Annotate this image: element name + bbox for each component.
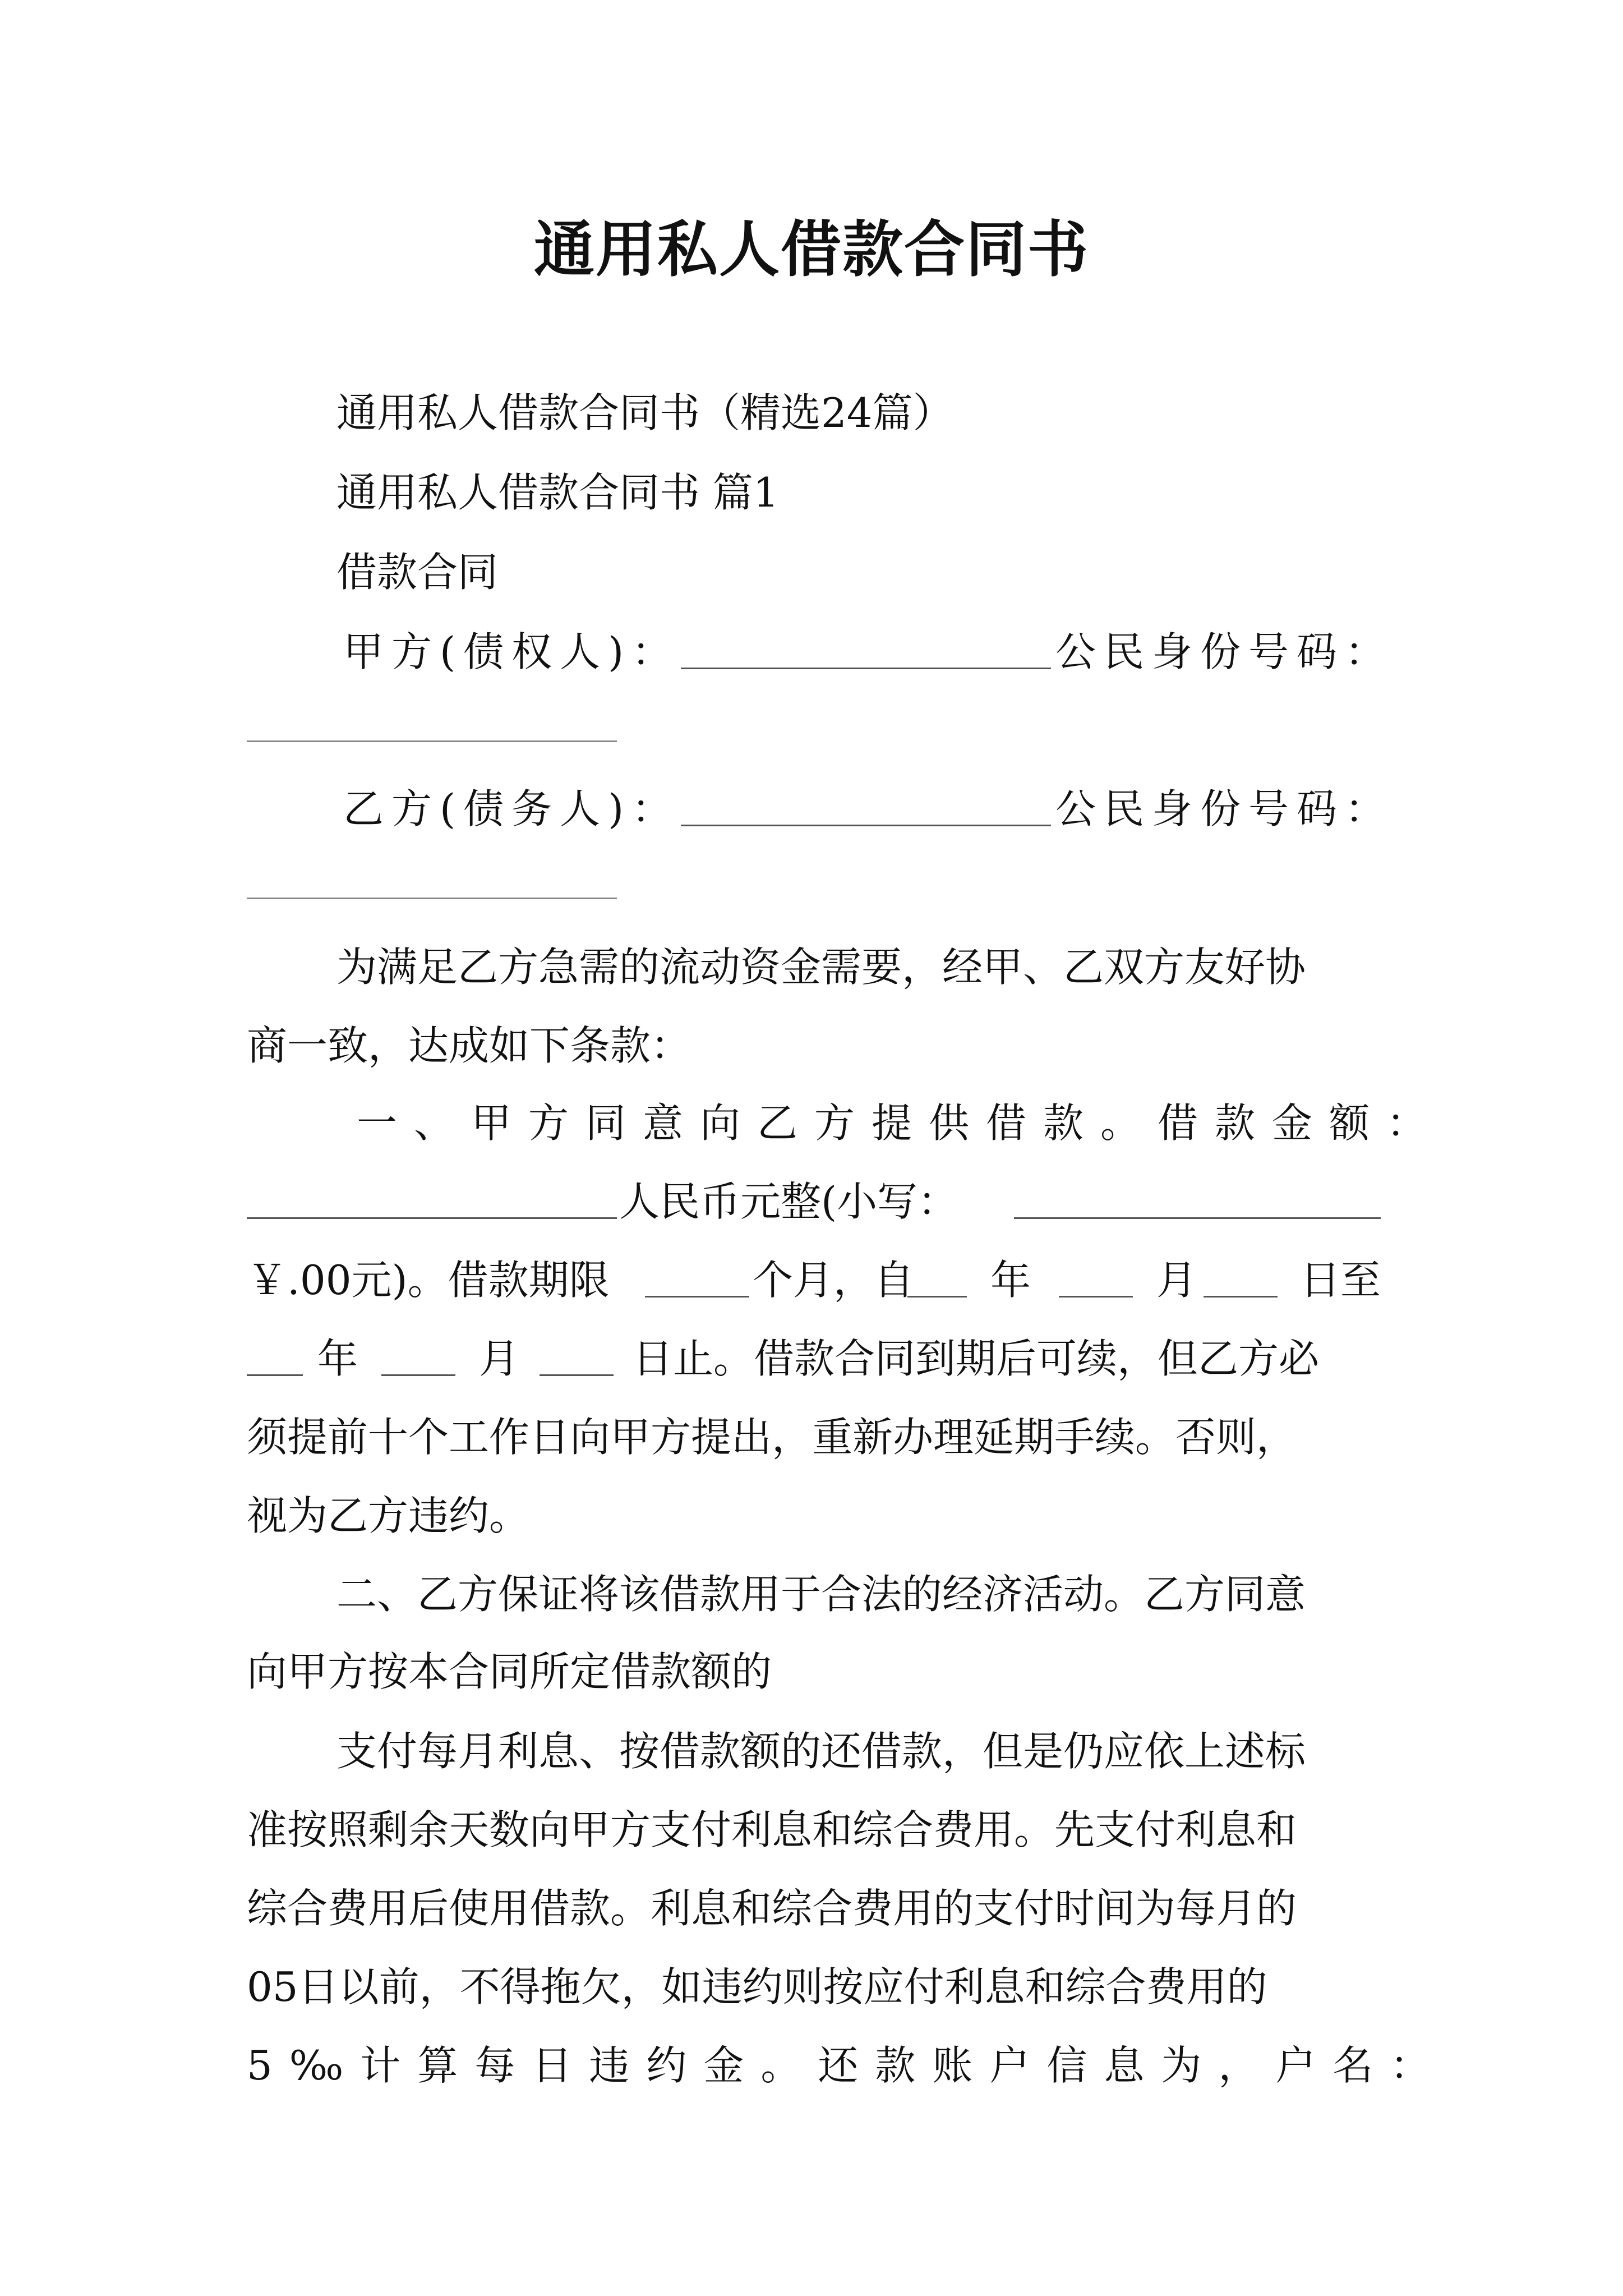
start-month-blank[interactable]: [1059, 1296, 1133, 1297]
paragraph-3-line-3: [0, 1877, 1623, 1940]
clause-1-line-6: [0, 1484, 1623, 1547]
term-months-label: 个月，自: [753, 1257, 915, 1304]
paragraph-3-text-3: 综合费用后使用借款。利息和综合费用的支付时间为每月的: [247, 1885, 1297, 1932]
end-month-blank[interactable]: [381, 1374, 455, 1376]
start-month-label: 月: [1156, 1257, 1197, 1304]
paragraph-3-text-5: 5‰计算每日违约金。还款账户信息为，户名：: [247, 2042, 1447, 2089]
paragraph-3-line-5: [0, 2034, 1623, 2097]
start-year-label: 年: [990, 1257, 1031, 1304]
clause-1-text-5: 须提前十个工作日向甲方提出，重新办理延期手续。否则，: [247, 1414, 1297, 1461]
line-chapter: [0, 461, 1623, 524]
end-year-label: 年: [317, 1335, 358, 1382]
preamble-text-2: 商一致，达成如下条款：: [247, 1022, 691, 1069]
document-title: 通用私人借款合同书: [533, 215, 1089, 285]
paragraph-3-line-4: [0, 1955, 1623, 2018]
clause-1-line-5: [0, 1406, 1623, 1469]
party-a-label: 甲方(债权人)：: [343, 628, 680, 675]
party-b-line: [0, 777, 1623, 840]
start-day-label: 日至: [1300, 1257, 1381, 1304]
paragraph-3-text-1: 支付每月利息、按借款额的还借款，但是仍应依上述标: [336, 1728, 1306, 1775]
preamble-text-1: 为满足乙方急需的流动资金需要，经甲、乙双方友好协: [336, 944, 1306, 991]
paragraph-3-text-2: 准按照剩余天数向甲方支付利息和综合费用。先支付利息和: [247, 1806, 1297, 1853]
party-a-id-blank[interactable]: [247, 740, 617, 742]
start-year-blank[interactable]: [907, 1296, 967, 1297]
amount-words-label: 人民币元整(小写：: [619, 1178, 958, 1225]
start-day-blank[interactable]: [1204, 1296, 1278, 1297]
preamble-line-2: [0, 1014, 1623, 1077]
paragraph-3-line-2: [0, 1798, 1623, 1861]
clause-2-text-1: 二、乙方保证将该借款用于合法的经济活动。乙方同意: [336, 1571, 1306, 1618]
end-year-blank[interactable]: [247, 1374, 303, 1376]
end-day-blank[interactable]: [540, 1374, 614, 1376]
subtitle-text: 通用私人借款合同书（精选24篇）: [336, 389, 953, 436]
line-contract-heading: [0, 541, 1623, 604]
paragraph-3-text-4: 05日以前，不得拖欠，如违约则按应付利息和综合费用的: [247, 1963, 1267, 2010]
line-subtitle: [0, 381, 1623, 444]
contract-heading: 借款合同: [336, 549, 499, 596]
party-b-id-label: 公民身份号码：: [1055, 785, 1394, 832]
party-a-name-blank[interactable]: [681, 668, 1051, 669]
preamble-line-1: [0, 936, 1623, 999]
clause-1-text-6: 视为乙方违约。: [247, 1492, 530, 1539]
party-b-label: 乙方(债务人)：: [343, 785, 680, 832]
clause-2-line-1: [0, 1563, 1623, 1626]
party-b-id-blank[interactable]: [247, 898, 617, 899]
term-months-blank[interactable]: [645, 1296, 749, 1297]
clause-1-line-1: [0, 1092, 1623, 1154]
clause-1-line-4: [0, 1327, 1623, 1390]
clause-1-text-4: 日止。借款合同到期后可续，但乙方必: [633, 1335, 1320, 1382]
clause-1-text-1: 一、甲方同意向乙方提供借款。借款金额：: [357, 1099, 1444, 1147]
party-a-line: [0, 620, 1623, 683]
party-b-name-blank[interactable]: [681, 825, 1051, 826]
chapter-heading: 通用私人借款合同书 篇1: [336, 469, 779, 516]
clause-1-line-2: [0, 1170, 1623, 1233]
paragraph-3-line-1: [0, 1720, 1623, 1783]
clause-1-line-3: [0, 1249, 1623, 1312]
amount-words-blank[interactable]: [247, 1217, 617, 1219]
end-month-label: 月: [479, 1335, 520, 1382]
clause-2-text-2: 向甲方按本合同所定借款额的: [247, 1648, 772, 1695]
amount-figure-blank[interactable]: [1014, 1217, 1381, 1219]
clause-2-line-2: [0, 1640, 1623, 1703]
party-a-id-label: 公民身份号码：: [1055, 628, 1394, 675]
amount-figure-suffix: ￥.00元)。借款期限: [247, 1257, 610, 1304]
